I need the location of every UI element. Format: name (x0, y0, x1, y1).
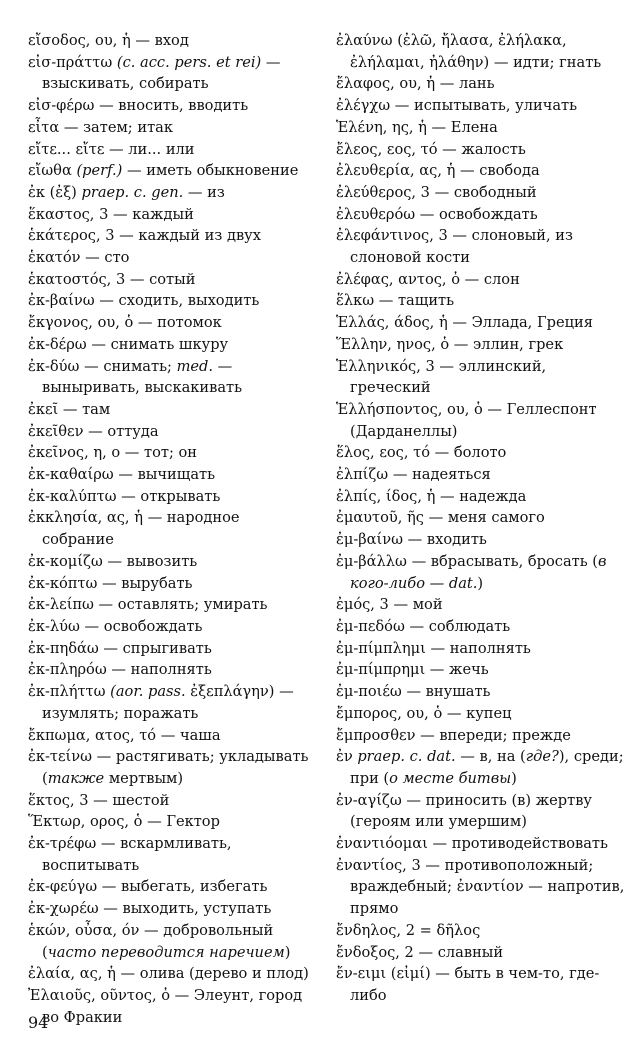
dictionary-entry: ἐναντιόομαι — противодействовать (336, 835, 608, 853)
dictionary-entry: ἐλέφας, αντος, ὁ — слон (336, 270, 520, 288)
dictionary-entry: Ἑλληνικός, 3 — эллинский, греческий (336, 357, 547, 397)
dictionary-entry: ἐμ-πίμπλημι — наполнять (336, 639, 531, 657)
dictionary-entry: ἐν-αγίζω — приносить (в) жертву (героям или умершим) (336, 791, 593, 831)
dictionary-entry: ἐκ-χωρέω — выходить, уступать (28, 900, 272, 918)
dictionary-entry: ἐκ-πηδάω — спрыгивать (28, 639, 212, 657)
dictionary-entry: εἴωθα (perf.) — иметь обыкновение (28, 162, 299, 180)
dictionary-entry: ἐκ-πληρόω — наполнять (28, 661, 212, 679)
dictionary-entry: ἐκ (ἐξ) praep. c. gen. — из (28, 183, 225, 201)
dictionary-entry: ἔκγονος, ου, ὁ — потомок (28, 314, 222, 332)
dictionary-entry: ἕλκω — тащить (336, 292, 455, 310)
dictionary-entry: ἐν praep. c. dat. — в, на (где?), среди; при (о месте битвы) (336, 748, 624, 787)
dictionary-entry: ἐκ-τρέφω — вскармливать, воспитывать (28, 835, 232, 874)
dictionary-entry: ἐναντίος, 3 — противоположный; враждебный; ἐναντίον — напротив, прямо (336, 856, 625, 918)
dictionary-entry: εἶτα — затем; итак (28, 118, 173, 136)
dictionary-entry: ἐμ-ποιέω — внушать (336, 683, 491, 701)
dictionary-entry: ἐκ-δύω — снимать; med. — выныривать, выскакивать (28, 357, 243, 397)
dictionary-entry: εἴσοδος, ου, ἡ — вход (28, 32, 189, 49)
dictionary-entry: ἔνδοξος, 2 — славный (336, 943, 504, 961)
right-column (336, 30, 628, 1007)
dictionary-entry: ἐκ-δέρω — снимать шкуру (28, 335, 229, 353)
dictionary-entry: Ἕλλην, ηνος, ὁ — эллин, грек (336, 335, 564, 353)
italic-note: (aor. pass. (110, 683, 186, 701)
dictionary-entry: ἔνδηλος, 2 = δῆλος (336, 921, 481, 939)
dictionary-entry: ἐκ-κόπτω — вырубать (28, 574, 193, 592)
dictionary-entry: ἕκαστος, 3 — каждый (28, 205, 194, 223)
dictionary-entry: ἑκών, οὖσα, όν — добровольный (часто переводится наречием) (28, 921, 291, 961)
dictionary-entry: ἔλαφος, ου, ἡ — лань (336, 75, 495, 93)
dictionary-entry: ἐκεῖ — там (28, 400, 111, 418)
italic-note: (c. acc. pers. et rei) (116, 53, 262, 71)
dictionary-entry: ἐκ-τείνω — растягивать; укладывать (также мертвым) (28, 748, 309, 787)
dictionary-entry: ἐμ-πίμπρημι — жечь (336, 661, 489, 679)
dictionary-entry: ἔμπορος, ου, ὁ — купец (336, 704, 512, 722)
dictionary-entry: Ἑλλάς, άδος, ἡ — Эллада, Греция (336, 314, 593, 332)
dictionary-entry: ἐκ-καλύπτω — открывать (28, 487, 221, 505)
dictionary-entry: ἐκ-φεύγω — выбегать, избегать (28, 878, 268, 896)
italic-note: также (47, 769, 105, 787)
italic-note: praep. c. gen. (81, 183, 184, 201)
dictionary-entry: εἴτε... εἴτε — ли... или (28, 140, 195, 158)
italic-note: med. (176, 357, 214, 375)
dictionary-entry: ἐκεῖνος, η, ο — тот; он (28, 444, 198, 462)
dictionary-entry: εἰσ-φέρω — вносить, вводить (28, 97, 249, 115)
dictionary-entry: ἑκατόν — сто (28, 249, 130, 267)
dictionary-entry: ἑκατοστός, 3 — сотый (28, 270, 196, 288)
dictionary-entry: ἐκκλησία, ας, ἡ — народное собрание (28, 509, 240, 549)
dictionary-entry: ἐλεύθερος, 3 — свободный (336, 183, 537, 201)
dictionary-entry: ἐκ-κομίζω — вывозить (28, 552, 198, 570)
dictionary-entry: ἔν-ειμι (εἰμί) — быть в чем-то, где-либо (336, 965, 600, 1004)
dictionary-entry: ἔμπροσθεν — впереди; прежде (336, 726, 571, 744)
dictionary-entry: ἐμ-βάλλω — вбрасывать, бросать (в кого-либо — dat.) (336, 552, 607, 592)
italic-note: о месте битвы (389, 769, 512, 787)
dictionary-entry: ἐκ-πλήττω (aor. pass. ἐξεπλάγην) — изумлять; поражать (28, 683, 294, 722)
dictionary-entry: ἐμ-πεδόω — соблюдать (336, 617, 511, 635)
left-column (28, 30, 314, 1028)
dictionary-entry: ἑκάτερος, 3 — каждый из двух (28, 227, 261, 245)
dictionary-entry: ἐλευθερία, ας, ἡ — свобода (336, 162, 540, 180)
italic-note: (perf.) (76, 162, 123, 180)
dictionary-entry: ἐκ-καθαίρω — вычищать (28, 466, 216, 484)
dictionary-entry: ἕλος, εος, τό — болото (336, 444, 507, 462)
dictionary-entry: ἐλπίζω — надеяться (336, 466, 491, 484)
dictionary-entry: ἐκ-λείπω — оставлять; умирать (28, 596, 268, 614)
dictionary-entry: ἐλπίς, ίδος, ἡ — надежда (336, 487, 527, 505)
dictionary-entry: ἐλαία, ας, ἡ — олива (дерево и плод) (28, 965, 309, 983)
italic-note: praep. c. dat. (357, 748, 456, 766)
italic-note: часто переводится наречием (47, 943, 285, 961)
dictionary-entry: ἕκτος, 3 — шестой (28, 791, 170, 809)
dictionary-entry: Ἐλαιοῦς, οῦντος, ὁ — Элеунт, город во Фракии (28, 986, 303, 1026)
dictionary-entry: Ἑλλήσποντος, ου, ὁ — Геллеспонт (Дарданеллы) (336, 400, 597, 440)
page-number: 94 (28, 1013, 49, 1032)
dictionary-entry: ἐμός, 3 — мой (336, 596, 443, 614)
italic-note: где? (525, 748, 559, 766)
dictionary-entry: ἔκπωμα, ατος, τό — чаша (28, 726, 221, 744)
dictionary-entry: ἐλευθερόω — освобождать (336, 205, 538, 223)
dictionary-entry: Ἕκτωρ, ορος, ὁ — Гектор (28, 813, 220, 831)
dictionary-entry: ἐκεῖθεν — оттуда (28, 422, 159, 440)
dictionary-entry: ἐλεφάντινος, 3 — слоновый, из слоновой кости (336, 227, 573, 267)
dictionary-entry: ἐμ-βαίνω — входить (336, 531, 487, 549)
dictionary-entry: εἰσ-πράττω (c. acc. pers. et rei) — взыскивать, собирать (28, 53, 281, 93)
dictionary-entry: ἔλεος, εος, τό — жалость (336, 140, 526, 158)
dictionary-entry: ἐκ-λύω — освобождать (28, 617, 203, 635)
dictionary-entry: ἐλαύνω (ἐλῶ, ἤλασα, ἐλήλακα, ἐλήλαμαι, ἠλάθην) — идти; гнать (336, 32, 602, 71)
dictionary-entry: ἐκ-βαίνω — сходить, выходить (28, 292, 260, 310)
dictionary-entry: Ἑλένη, ης, ἡ — Елена (336, 118, 498, 136)
italic-note: в кого-либо — dat. (350, 552, 607, 592)
dictionary-entry: ἐμαυτοῦ, ῆς — меня самого (336, 509, 545, 527)
dictionary-entry: ἐλέγχω — испытывать, уличать (336, 97, 578, 115)
